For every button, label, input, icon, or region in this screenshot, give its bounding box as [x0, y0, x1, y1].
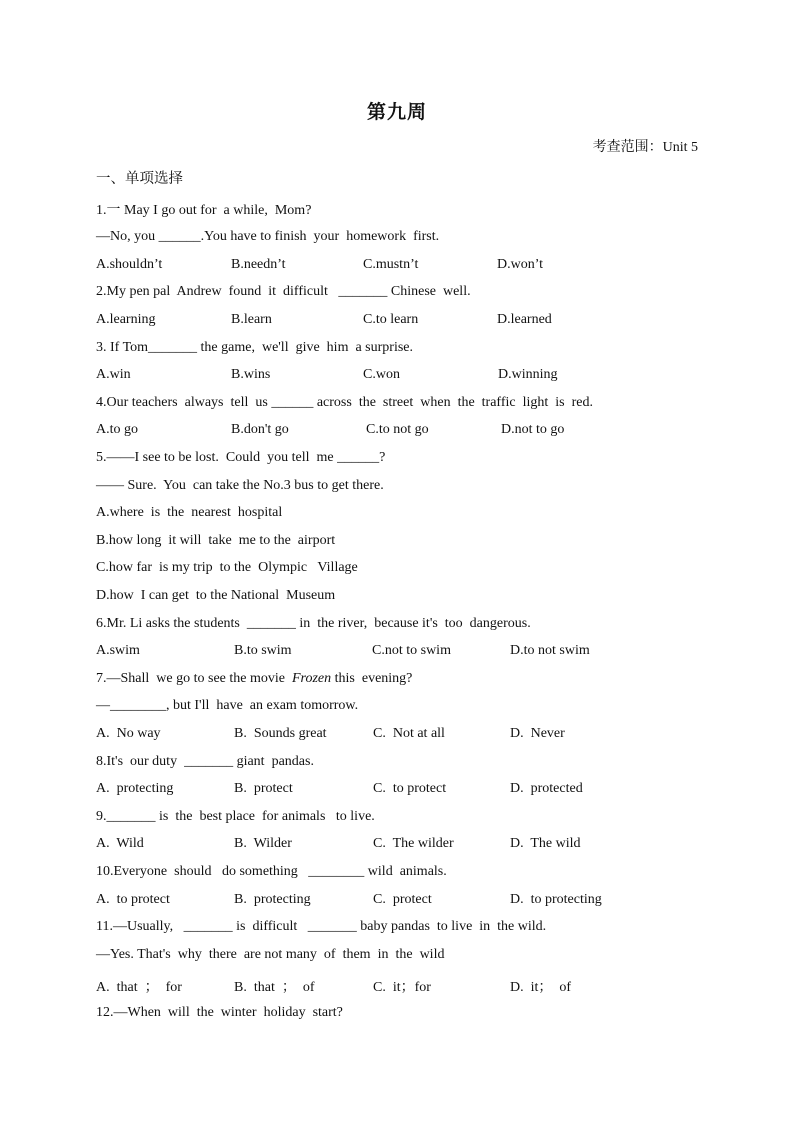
option-d: D.winning: [498, 367, 558, 382]
option-c: C.mustn’t: [363, 257, 419, 272]
option-a: A. Wild: [96, 836, 144, 851]
stem-text: this evening?: [331, 671, 413, 686]
option-d: D. The wild: [510, 836, 581, 851]
question-stem: 1.一 May I go out for a while, Mom?: [96, 203, 312, 218]
option-b: B.don't go: [231, 422, 289, 437]
question-stem: —________, but I'll have an exam tomorrow.: [96, 698, 359, 713]
question-stem: 10.Everyone should do something ________ wild animals.: [96, 864, 447, 879]
option-d: D. it； of: [510, 980, 572, 995]
option-d: D.not to go: [501, 422, 565, 437]
option-d: D.to not swim: [510, 643, 590, 658]
option-a: A.learning: [96, 312, 156, 327]
option-a: A.where is the nearest hospital: [96, 505, 283, 520]
option-b: B.to swim: [234, 643, 292, 658]
option-b: B. protecting: [234, 892, 311, 907]
option-b: B. Wilder: [234, 836, 292, 851]
question-stem: —— Sure. You can take the No.3 bus to get there.: [96, 478, 384, 493]
exam-scope: 考查范围：Unit 5: [592, 140, 698, 155]
option-d: D.learned: [497, 312, 552, 327]
question-stem: 9._______ is the best place for animals to live.: [96, 809, 375, 824]
option-b: B.needn’t: [231, 257, 286, 272]
option-b: B.learn: [231, 312, 272, 327]
section-heading: 一、单项选择: [96, 171, 183, 187]
question-stem: 6.Mr. Li asks the students _______ in the river, because it's too dangerous.: [96, 616, 531, 631]
question-stem: —Yes. That's why there are not many of them in the wild: [96, 947, 445, 962]
option-c: C. it；for: [373, 980, 431, 995]
option-c: C.how far is my trip to the Olympic Village: [96, 560, 358, 575]
option-d: D. to protecting: [510, 892, 602, 907]
option-a: A. to protect: [96, 892, 170, 907]
option-d: D. Never: [510, 726, 565, 741]
page-title: 第九周: [366, 101, 427, 123]
option-a: A.to go: [96, 422, 138, 437]
option-b: B. that ； of: [234, 980, 315, 995]
option-c: C. protect: [373, 892, 432, 907]
option-d: D. protected: [510, 781, 583, 796]
option-c: C.not to swim: [372, 643, 451, 658]
question-stem: 4.Our teachers always tell us ______ across the street when the traffic light is red.: [96, 395, 593, 410]
option-c: C.to not go: [366, 422, 429, 437]
option-a: A.win: [96, 367, 131, 382]
question-stem: 3. If Tom_______ the game, we'll give him a surprise.: [96, 340, 414, 355]
question-stem: —No, you ______.You have to finish your homework first.: [96, 229, 440, 244]
option-b: B.wins: [231, 367, 271, 382]
option-a: A.swim: [96, 643, 140, 658]
question-stem: 5.——I see to be lost. Could you tell me ______?: [96, 450, 386, 465]
option-c: C.to learn: [363, 312, 419, 327]
option-b: B.how long it will take me to the airport: [96, 533, 336, 548]
option-b: B. protect: [234, 781, 293, 796]
option-c: C. Not at all: [373, 726, 445, 741]
option-c: C. The wilder: [373, 836, 454, 851]
option-d: D.how I can get to the National Museum: [96, 588, 336, 603]
question-stem: 2.My pen pal Andrew found it difficult _______ Chinese well.: [96, 284, 471, 299]
question-stem: 11.—Usually, _______ is difficult _______ baby pandas to live in the wild.: [96, 919, 547, 934]
option-a: A.shouldn’t: [96, 257, 163, 272]
stem-text: 7.—Shall we go to see the movie: [96, 671, 292, 686]
option-d: D.won’t: [497, 257, 544, 272]
question-stem: 8.It's our duty _______ giant pandas.: [96, 754, 314, 769]
option-a: A. No way: [96, 726, 161, 741]
question-stem: [96, 671, 412, 687]
option-a: A. that ； for: [96, 980, 182, 995]
movie-title: Frozen: [291, 671, 332, 686]
option-c: C.won: [363, 367, 400, 382]
option-c: C. to protect: [373, 781, 447, 796]
question-stem: 12.—When will the winter holiday start?: [96, 1005, 343, 1020]
option-b: B. Sounds great: [234, 726, 327, 741]
option-a: A. protecting: [96, 781, 174, 796]
